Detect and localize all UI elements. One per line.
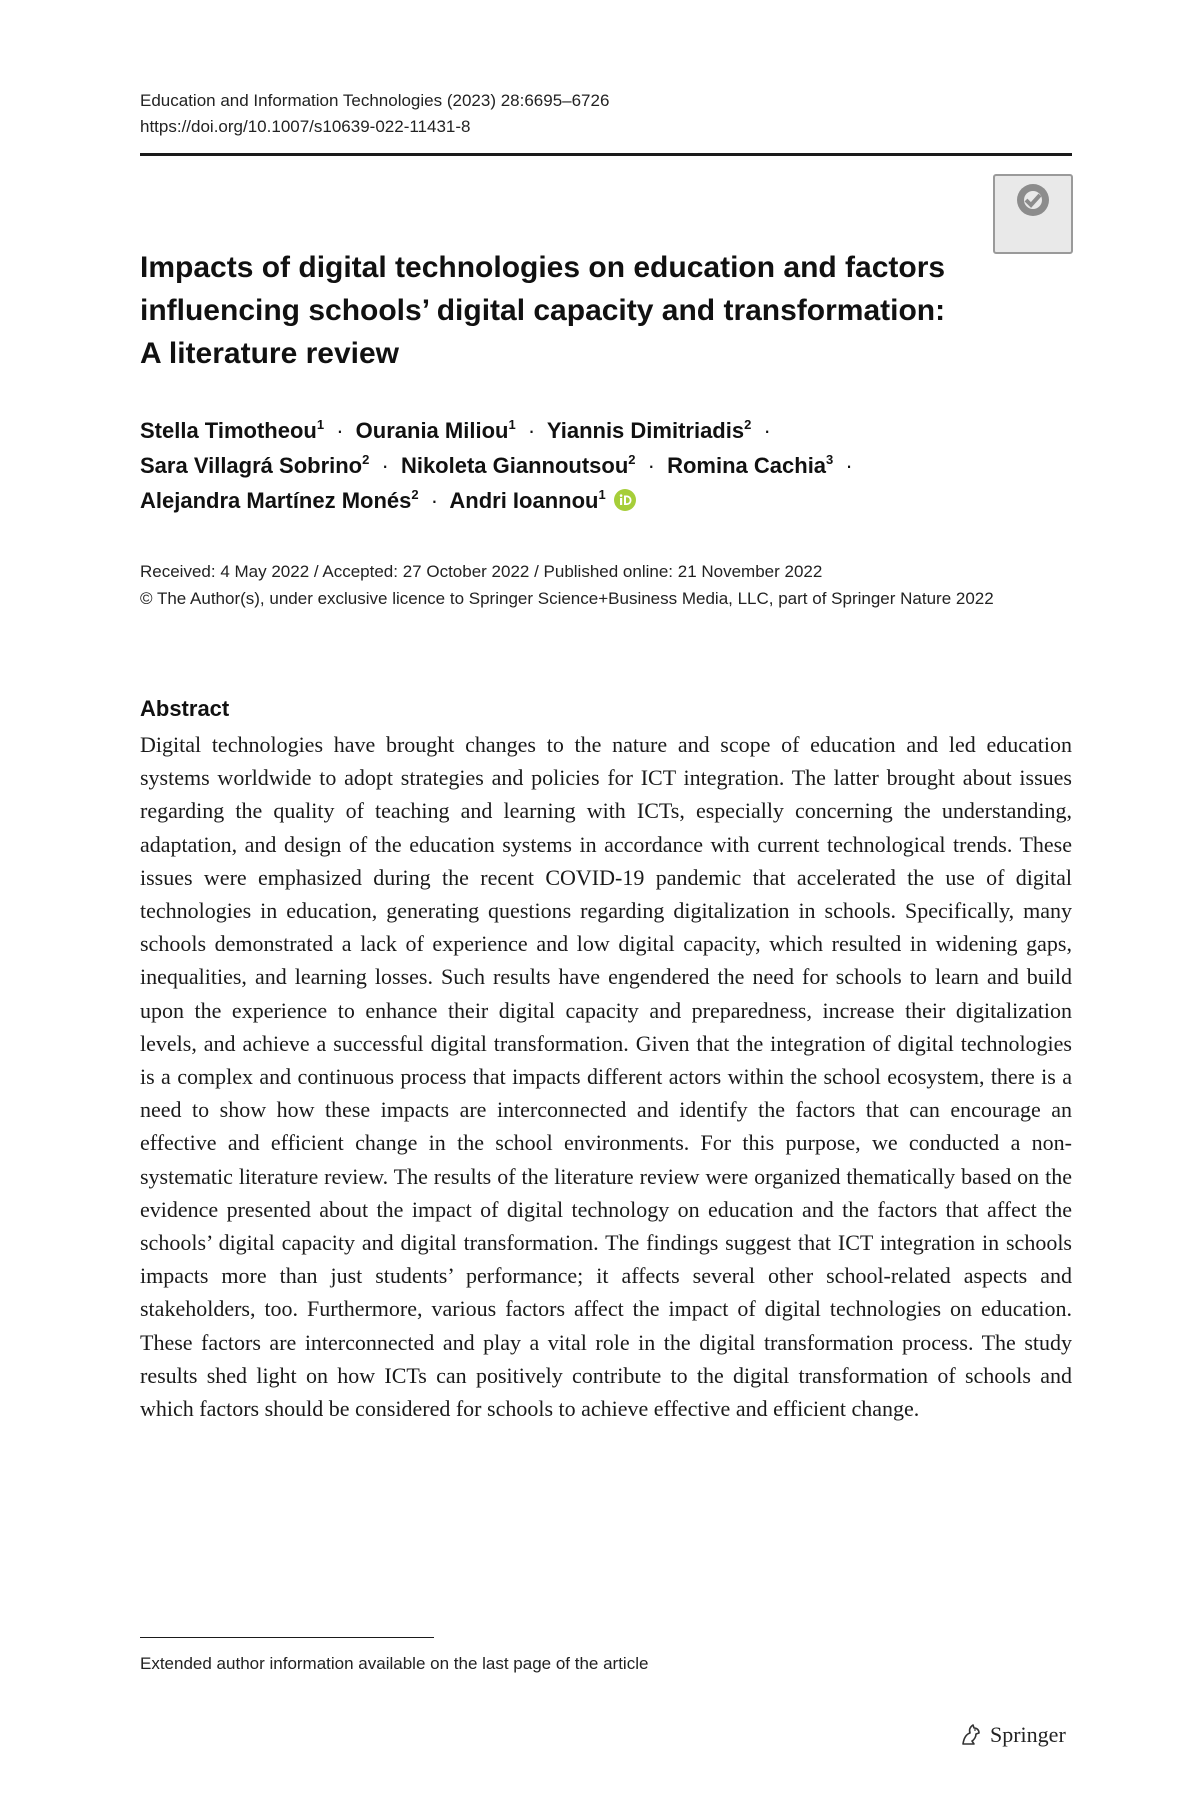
check-for-updates-icon bbox=[995, 176, 1071, 224]
author-name[interactable]: Nikoleta Giannoutsou bbox=[400, 453, 629, 478]
abstract-heading: Abstract bbox=[140, 696, 230, 721]
publisher-logo[interactable] bbox=[958, 1722, 1066, 1748]
author-separator: · bbox=[430, 488, 439, 513]
springer-horse-icon bbox=[958, 1722, 984, 1748]
author-line-2 bbox=[140, 448, 1020, 483]
author-affiliation: 1 bbox=[508, 417, 516, 432]
author-name[interactable]: Alejandra Martínez Monés bbox=[140, 488, 412, 513]
publication-history bbox=[140, 558, 1072, 612]
author-separator: · bbox=[845, 453, 853, 478]
author-affiliation: 2 bbox=[411, 487, 419, 502]
author-separator: · bbox=[381, 453, 389, 478]
abstract-text: Digital technologies have brought changes to the nature and scope of education and led education systems worldwide to adopt strategies and policies for ICT integration. The latter brought about issues regarding the quality of teaching and learning with ICTs, especially concerning the understanding, adaptation, and design of the education systems in accordance with current technological trends. These issues were emphasized during the recent COVID-19 pandemic that accelerated the use of digital technologies in education, generating questions regarding digitalization in schools. Specifically, many schools demonstrated a lack of experience and low digital capacity, which resulted in widening gaps, inequalities, and learning losses. Such results have engendered the need for schools to learn and build upon the experience to enhance their digital capacity and preparedness, increase their digitalization levels, and achieve a successful digital transformation. Given that the integration of digital technologies is a complex and continuous process that impacts different actors within the school ecosystem, there is a need to show how these impacts are interconnected and identify the factors that can encourage an effective and efficient change in the school environments. For this purpose, we conducted a non-systematic literature review. The results of the literature review were organized thematically based on the evidence presented about the impact of digital technology on education and the factors that affect the schools’ digital capacity and digital transformation. The findings suggest that ICT integration in schools impacts more than just students’ performance; it affects several other school-related aspects and stakeholders, too. Furthermore, various factors affect the impact of digital technologies on education. These factors are interconnected and play a vital role in the digital transformation process. The study results shed light on how ICTs can positively contribute to the digital transformation of schools and which factors should be considered for schools to achieve effective and efficient change. bbox=[140, 732, 1072, 1422]
author-list bbox=[140, 413, 1020, 518]
author-line-3 bbox=[140, 483, 1020, 518]
footnote-rule bbox=[140, 1637, 434, 1638]
check-for-updates-badge[interactable] bbox=[993, 174, 1073, 254]
author-affiliation: 1 bbox=[598, 487, 606, 502]
doi-link[interactable]: https://doi.org/10.1007/s10639-022-11431-8 bbox=[140, 117, 471, 136]
author-affiliation: 3 bbox=[826, 452, 834, 467]
author-name[interactable]: Ourania Miliou bbox=[355, 418, 509, 443]
copyright-notice: © The Author(s), under exclusive licence to Springer Science+Business Media, LLC, part of Springer Nature 2022 bbox=[140, 589, 994, 608]
orcid-icon[interactable] bbox=[614, 489, 636, 511]
journal-citation: Education and Information Technologies (2023) 28:6695–6726 bbox=[140, 91, 610, 110]
received-accepted-published: Received: 4 May 2022 / Accepted: 27 October 2022 / Published online: 21 November 2022 bbox=[140, 562, 823, 581]
author-affiliation: 1 bbox=[316, 417, 325, 432]
author-affiliation: 2 bbox=[628, 452, 636, 467]
author-separator: · bbox=[763, 418, 771, 443]
author-affiliation: 2 bbox=[744, 417, 752, 432]
author-separator: · bbox=[527, 418, 536, 443]
title-line-3: A literature review bbox=[140, 337, 399, 370]
author-name[interactable]: Stella Timotheou bbox=[140, 418, 317, 443]
author-separator: · bbox=[647, 453, 655, 478]
author-name[interactable]: Andri Ioannou bbox=[449, 488, 599, 513]
author-name[interactable]: Sara Villagrá Sobrino bbox=[140, 453, 363, 478]
paper-title bbox=[140, 246, 970, 375]
author-separator: · bbox=[336, 418, 344, 443]
title-line-2: influencing schools’ digital capacity and transformation: bbox=[140, 294, 946, 327]
author-affiliation: 2 bbox=[362, 452, 370, 467]
publisher-name: Springer bbox=[990, 1722, 1066, 1747]
author-name[interactable]: Romina Cachia bbox=[667, 453, 827, 478]
footnote: Extended author information available on the last page of the article bbox=[140, 1654, 649, 1673]
journal-header bbox=[140, 88, 609, 140]
author-line-1 bbox=[140, 413, 1020, 448]
author-name[interactable]: Yiannis Dimitriadis bbox=[546, 418, 745, 443]
title-line-1: Impacts of digital technologies on education and factors bbox=[140, 251, 946, 284]
header-rule bbox=[140, 153, 1072, 156]
